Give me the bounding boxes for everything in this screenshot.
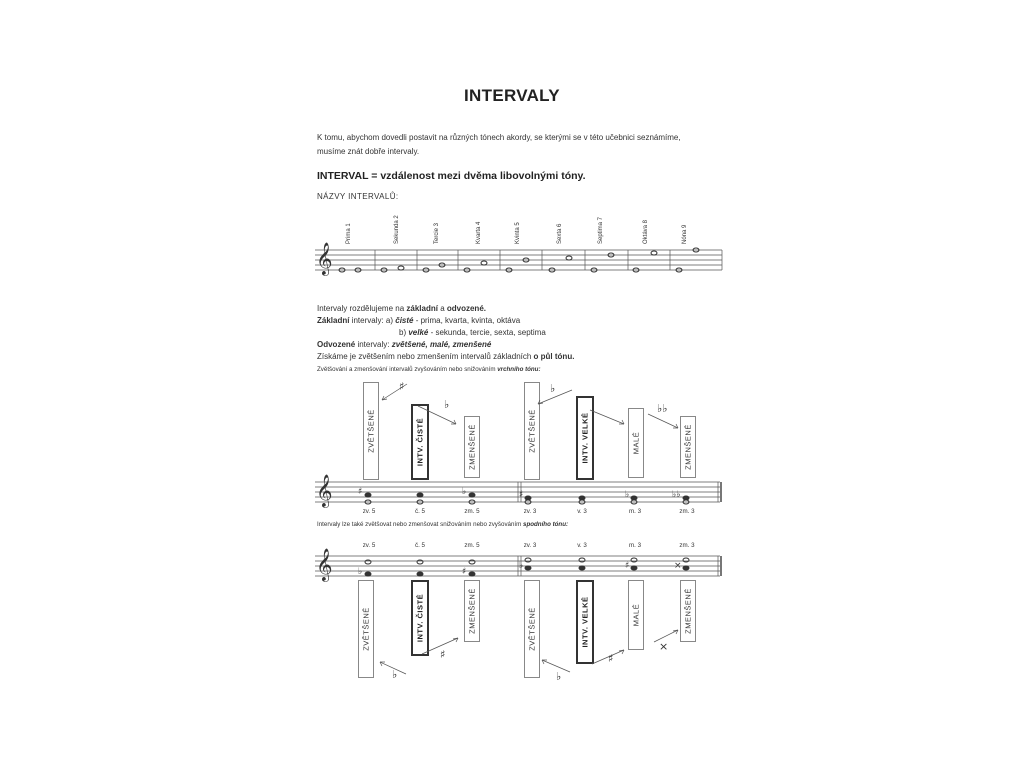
interval-name-septima: Septima 7 <box>598 216 604 244</box>
classification-line-2: Základní intervaly: a) čisté - prima, kvarta, kvinta, oktáva <box>317 316 521 325</box>
intro-line-1: K tomu, abychom dovedli postavit na různých tónech akordy, se kterými se v této učebnici seznámíme, <box>317 133 681 142</box>
sharp-icon: ♯ <box>399 380 405 393</box>
treble-clef-icon: 𝄞 <box>316 242 333 275</box>
box-zmensene-upper-1: ZMENŠENÉ <box>464 416 480 478</box>
interval-label: č. 5 <box>415 542 425 549</box>
names-heading: NÁZVY INTERVALŮ: <box>317 192 399 201</box>
box-zmensene-lower-1: ZMENŠENÉ <box>464 580 480 642</box>
flat-icon: ♭ <box>556 670 562 683</box>
box-zvetsene-lower-1: ZVĚTŠENÉ <box>358 580 374 678</box>
interval-label: zm. 5 <box>464 508 480 515</box>
flat-icon: ♭ <box>444 398 450 411</box>
interval-label: v. 3 <box>577 508 587 515</box>
interval-label: zm. 3 <box>679 508 695 515</box>
interval-name-kvarta: Kvarta 4 <box>476 221 482 244</box>
page-title: INTERVALY <box>464 86 560 105</box>
lower-arrows <box>370 620 690 680</box>
interval-name-sekunda: Sekunda 2 <box>394 215 400 244</box>
intro-line-2: musíme znát dobře intervaly. <box>317 147 420 156</box>
interval-label: m. 3 <box>628 508 642 515</box>
interval-label: m. 3 <box>628 542 642 549</box>
interval-label: zm. 5 <box>464 542 480 549</box>
double-flat-icon: ♭♭ <box>657 402 668 415</box>
interval-label: zv. 5 <box>362 542 376 549</box>
interval-definition <box>317 170 586 182</box>
flat-icon: ♭ <box>519 561 524 571</box>
sharp-icon: ♯ <box>358 487 363 497</box>
box-velke-lower: INTV. VELKÉ <box>576 580 594 664</box>
interval-name-oktava: Oktáva 8 <box>643 219 649 244</box>
sharp-icon: ♯ <box>519 490 524 500</box>
double-sharp-icon: × <box>659 640 669 653</box>
sharp-icon: ♯ <box>440 648 446 661</box>
interval-label: v. 3 <box>577 542 587 549</box>
box-zmensene-upper-2: ZMENŠENÉ <box>680 416 696 478</box>
flat-icon: ♭ <box>625 490 630 500</box>
interval-label: zv. 5 <box>362 508 376 515</box>
interval-name-nona: Nóna 9 <box>682 224 688 244</box>
sharp-icon: ♯ <box>625 561 630 571</box>
sharp-icon: ♯ <box>462 567 467 577</box>
treble-clef-icon: 𝄞 <box>316 548 333 581</box>
flat-icon: ♭ <box>462 487 467 497</box>
flat-icon: ♭ <box>550 382 556 395</box>
definition-term: INTERVAL <box>317 170 369 182</box>
interval-name-tercie: Tercie 3 <box>434 222 440 244</box>
treble-clef-icon: 𝄞 <box>316 474 333 507</box>
box-velke-upper: INTV. VELKÉ <box>576 396 594 480</box>
box-zmensene-lower-2: ZMENŠENÉ <box>680 580 696 642</box>
double-flat-icon: ♭♭ <box>672 490 681 500</box>
interval-label: č. 5 <box>415 508 425 515</box>
box-male-lower: MALÉ <box>628 580 644 650</box>
box-ciste-upper: INTV. ČISTÉ <box>411 404 429 480</box>
box-zvetsene-upper-2: ZVĚTŠENÉ <box>524 382 540 480</box>
classification-line-1: Intervaly rozdělujeme na základní a odvozené. <box>317 304 486 313</box>
box-zvetsene-upper-1: ZVĚTŠENÉ <box>363 382 379 480</box>
interval-name-prima: Prima 1 <box>346 223 352 244</box>
double-sharp-icon: × <box>674 561 682 571</box>
classification-line-5: Získáme je zvětšením nebo zmenšením intervalů základních o půl tónu. <box>317 352 575 361</box>
flat-icon: ♭ <box>358 567 363 577</box>
upper-caption: Zvětšování a zmenšování intervalů zvyšováním nebo snižováním vrchního tónu: <box>317 366 541 373</box>
classification-line-3: b) velké - sekunda, tercie, sexta, septima <box>399 328 546 337</box>
interval-label: zv. 3 <box>523 508 537 515</box>
classification-line-4: Odvozené intervaly: zvětšené, malé, zmenšené <box>317 340 492 349</box>
sharp-icon: ♯ <box>608 652 614 665</box>
interval-label: zv. 3 <box>523 542 537 549</box>
interval-label: zm. 3 <box>679 542 695 549</box>
interval-name-sexta: Sexta 6 <box>557 223 563 244</box>
upper-arrows <box>370 380 690 440</box>
flat-icon: ♭ <box>392 668 398 681</box>
box-zvetsene-lower-2: ZVĚTŠENÉ <box>524 580 540 678</box>
lower-caption: Intervaly lze také zvětšovat nebo zmenšovat snižováním nebo zvyšováním spodního tónu: <box>317 521 569 528</box>
box-ciste-lower: INTV. ČISTÉ <box>411 580 429 656</box>
box-male-upper: MALÉ <box>628 408 644 478</box>
staff-interval-names <box>310 244 730 284</box>
interval-name-kvinta: Kvinta 5 <box>515 222 521 244</box>
definition-text: vzdálenost mezi dvěma libovolnými tóny. <box>380 170 586 182</box>
definition-equals: = <box>368 170 381 182</box>
